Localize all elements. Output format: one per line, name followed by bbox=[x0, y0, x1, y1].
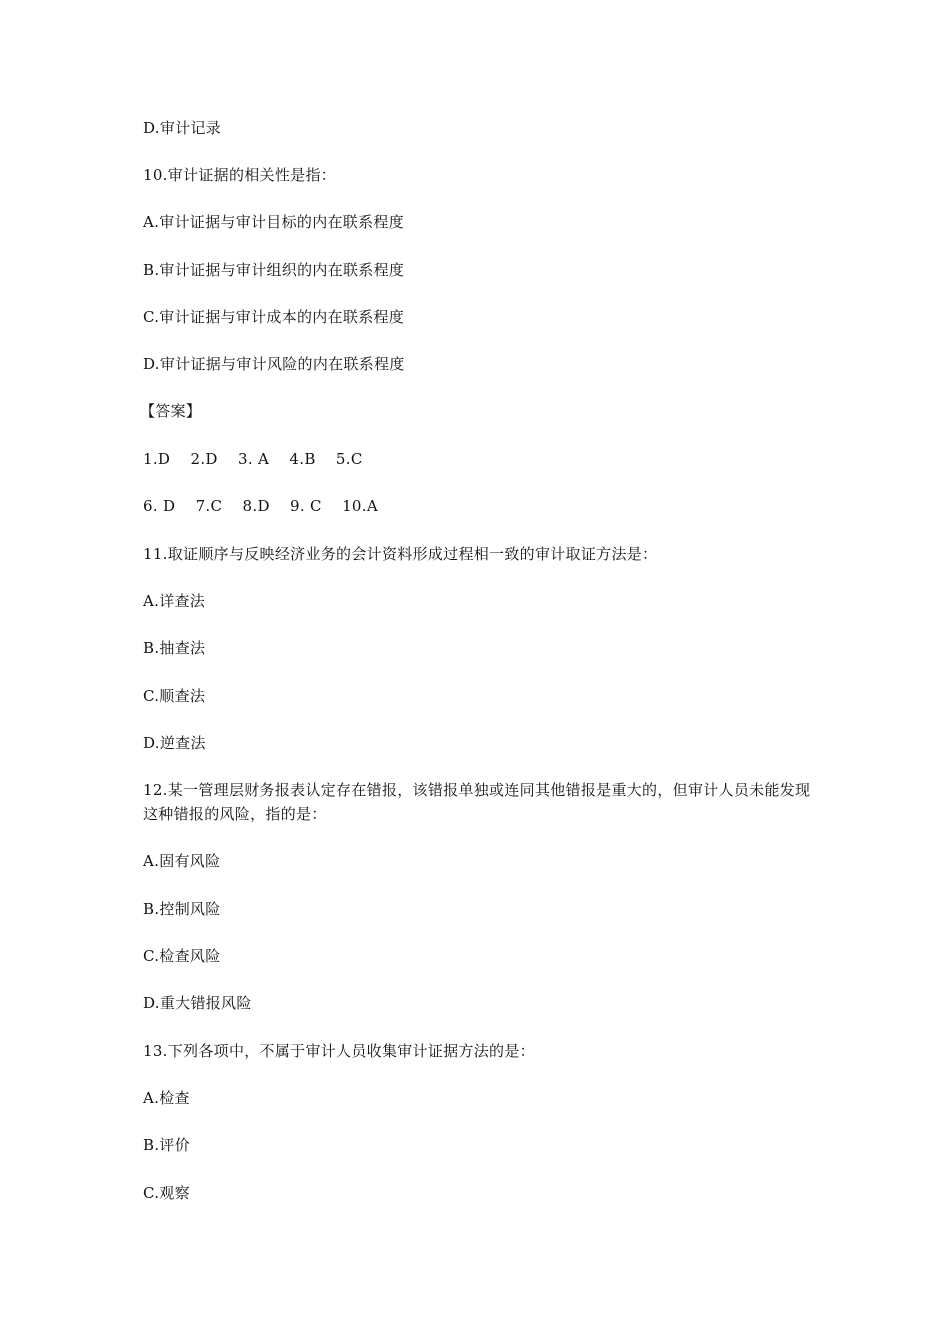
q12-option-b: B.控制风险 bbox=[143, 900, 221, 918]
q9-option-d: D.审计记录 bbox=[143, 119, 222, 137]
q10-option-a: A.审计证据与审计目标的内在联系程度 bbox=[143, 213, 405, 231]
q11-option-d: D.逆查法 bbox=[143, 734, 206, 752]
q11-option-b: B.抽查法 bbox=[143, 639, 206, 657]
answers-row-1: 1.D 2.D 3. A 4.B 5.C bbox=[143, 450, 363, 468]
q10-option-d: D.审计证据与审计风险的内在联系程度 bbox=[143, 355, 405, 373]
q10-option-b: B.审计证据与审计组织的内在联系程度 bbox=[143, 261, 405, 279]
answers-row-2: 6. D 7.C 8.D 9. C 10.A bbox=[143, 497, 378, 515]
q13-question: 13.下列各项中，不属于审计人员收集审计证据方法的是： bbox=[143, 1042, 535, 1060]
q13-option-b: B.评价 bbox=[143, 1136, 190, 1154]
answers-heading: 【答案】 bbox=[140, 402, 202, 420]
q12-option-a: A.固有风险 bbox=[143, 852, 221, 870]
q13-option-a: A.检查 bbox=[143, 1089, 190, 1107]
q13-option-c: C.观察 bbox=[143, 1184, 190, 1202]
q11-option-a: A.详查法 bbox=[143, 592, 206, 610]
q12-option-c: C.检查风险 bbox=[143, 947, 221, 965]
q12-question: 12.某一管理层财务报表认定存在错报，该错报单独或连同其他错报是重大的，但审计人员未能发现这种错报的风险，指的是： bbox=[143, 781, 811, 823]
q12-option-d: D.重大错报风险 bbox=[143, 994, 252, 1012]
q11-question: 11.取证顺序与反映经济业务的会计资料形成过程相一致的审计取证方法是： bbox=[143, 545, 658, 563]
q10-option-c: C.审计证据与审计成本的内在联系程度 bbox=[143, 308, 405, 326]
q11-option-c: C.顺查法 bbox=[143, 687, 206, 705]
q10-question: 10.审计证据的相关性是指： bbox=[143, 166, 337, 184]
